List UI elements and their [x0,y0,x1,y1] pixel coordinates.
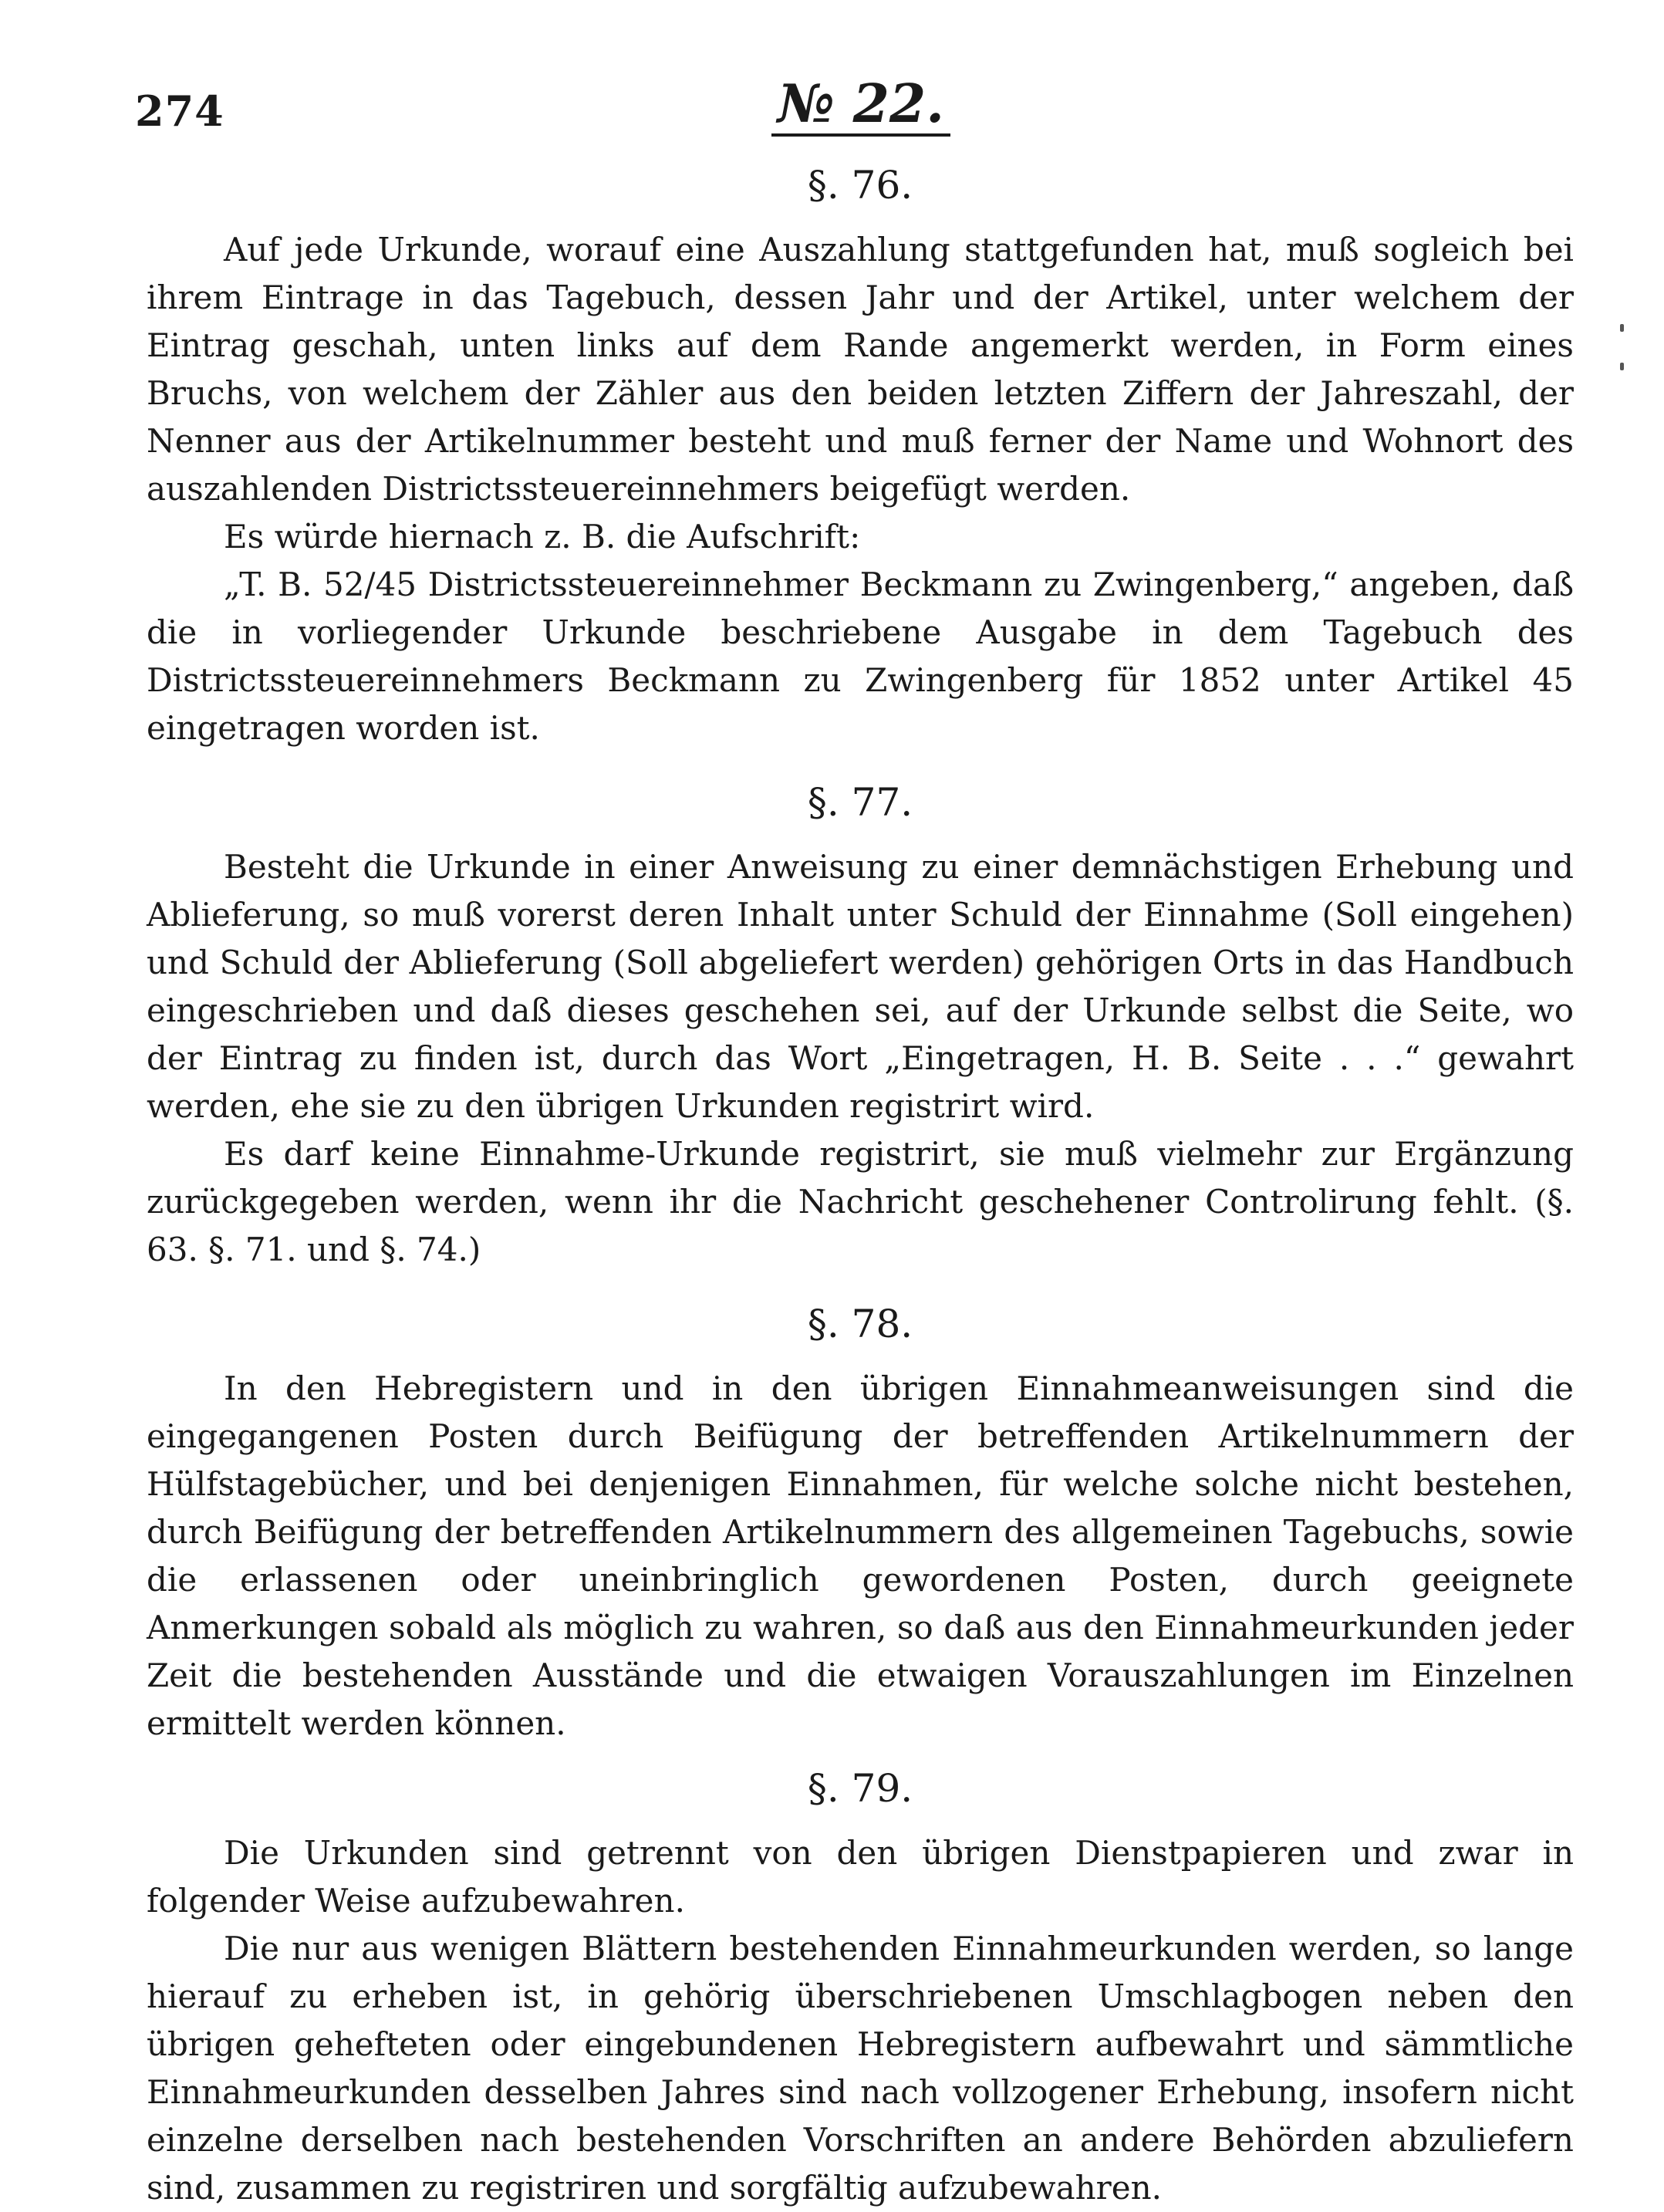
section-heading-77: §. 77. [807,780,913,825]
paragraph: Auf jede Urkunde, worauf eine Auszahlung stattgefunden hat, muß sogleich bei ihrem Eintrage in das Tagebuch, dessen Jahr und der Artikel, unter welchem der Eintrag geschah, unten links auf dem Rande angemerkt werden, in Form eines Bruchs, von welchem der Zähler aus den beiden letzten Ziffern der Jahreszahl, der Nenner aus der Artikelnummer besteht und muß ferner der Name und Wohnort des auszahlenden Districtssteuereinnehmers beigefügt werden. [147,231,1574,508]
paragraph: Es würde hiernach z. B. die Aufschrift: [224,518,861,556]
section-heading-78: §. 78. [807,1302,913,1346]
paragraph: Die nur aus wenigen Blättern bestehenden Einnahmeurkunden werden, so lange hierauf zu erheben ist, in gehörig überschriebenen Umschlagbogen neben den übrigen gehefteten oder eingebundenen Hebregistern aufbewahrt und sämmtliche Einnahmeurkunden desselben Jahres sind nach vollzogener Erhebung, insofern nicht einzelne derselben nach bestehenden Vorschriften an andere Behörden abzuliefern sind, zusammen zu registriren und sorgfältig aufzubewahren. [147,1930,1574,2207]
print-speck [1620,363,1624,370]
section-heading-79: §. 79. [807,1766,913,1811]
paragraph: Besteht die Urkunde in einer Anweisung zu einer demnächstigen Erhebung und Ablieferung, so muß vorerst deren Inhalt unter Schuld der Einnahme (Soll eingehen) und Schuld der Ablieferung (Soll abgeliefert werden) gehörigen Orts in das Handbuch eingeschrieben und daß dieses geschehen sei, auf der Urkunde selbst die Seite, wo der Eintrag zu finden ist, durch das Wort „Eingetragen, H. B. Seite . . .“ gewahrt werden, ehe sie zu den übrigen Urkunden registrirt wird. [147,848,1574,1125]
paragraph: „T. B. 52/45 Districtssteuereinnehmer Beckmann zu Zwingenberg,“ angeben, daß die in vorliegender Urkunde beschriebene Ausgabe in dem Tagebuch des Districtssteuereinnehmers Beckmann zu Zwingenberg für 1852 unter Artikel 45 eingetragen worden ist. [147,566,1574,747]
section-heading-76: §. 76. [807,163,913,208]
paragraph: Es darf keine Einnahme-Urkunde registrirt, sie muß vielmehr zur Ergänzung zurückgegeben werden, wenn ihr die Nachricht geschehener Controlirung fehlt. (§. 63. §. 71. und §. 74.) [147,1135,1574,1268]
issue-number: № 22. [771,77,950,137]
print-speck [1620,324,1624,332]
paragraph: Die Urkunden sind getrennt von den übrigen Dienstpapieren und zwar in folgender Weise aufzubewahren. [147,1834,1574,1920]
page-number: 274 [135,86,224,136]
body-text [147,158,1574,2212]
paragraph: In den Hebregistern und in den übrigen Einnahmeanweisungen sind die eingegangenen Posten durch Beifügung der betreffenden Artikelnummern der Hülfstagebücher, und bei denjenigen Einnahmen, für welche solche nicht bestehen, durch Beifügung der betreffenden Artikelnummern des allgemeinen Tagebuchs, sowie die erlassenen oder uneinbringlich gewordenen Posten, durch geeignete Anmerkungen sobald als möglich zu wahren, so daß aus den Einnahmeurkunden jeder Zeit die bestehenden Ausstände und die etwaigen Vorauszahlungen im Einzelnen ermittelt werden können. [147,1369,1574,1742]
